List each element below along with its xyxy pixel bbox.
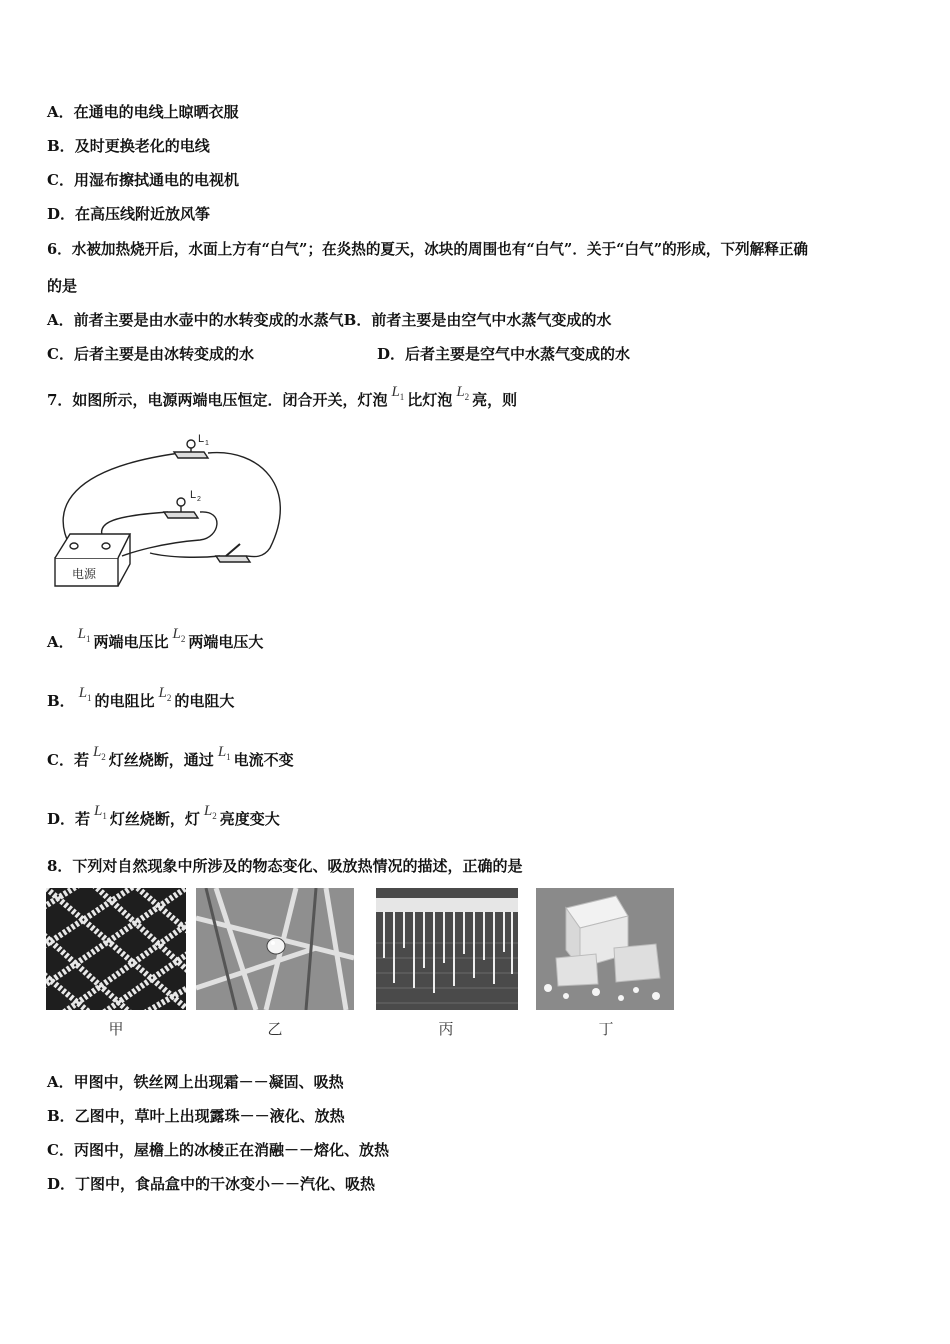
q6-option-d: D．后者主要是空气中水蒸气变成的水 — [377, 345, 631, 363]
q5-option-c: C．用湿布擦拭通电的电视机 — [47, 171, 239, 189]
symbol-l2: $L_2$ — [456, 384, 470, 402]
photo-dry-ice — [536, 888, 674, 1010]
q5-option-b: B．及时更换老化的电线 — [47, 137, 210, 155]
diagram-label-l2: L — [190, 489, 197, 501]
symbol-l1: $L_1$ — [391, 384, 405, 402]
q8-option-b: B．乙图中，草叶上出现露珠－－液化、放热 — [47, 1107, 345, 1125]
q7-option-a: A． $L_1$ 两端电压比 $L_2$ 两端电压大 — [47, 626, 264, 651]
diagram-label-l1: L — [198, 433, 205, 445]
caption-ding: 丁 — [598, 1020, 614, 1038]
q7-stem: 7．如图所示，电源两端电压恒定．闭合开关，灯泡 $L_1$ 比灯泡 $L_2$ 亮，则 — [47, 384, 518, 409]
q7-option-c: C．若 $L_2$ 灯丝烧断，通过 $L_1$ 电流不变 — [47, 744, 294, 769]
caption-bing: 丙 — [438, 1020, 454, 1038]
caption-yi: 乙 — [267, 1020, 283, 1038]
svg-text:1: 1 — [205, 440, 209, 447]
q6-option-ab — [47, 310, 611, 330]
q5-option-d: D．在高压线附近放风筝 — [47, 205, 211, 223]
q6-stem-line1: 6．水被加热烧开后，水面上方有“白气”；在炎热的夏天，冰块的周围也有“白气”．关于“白气”的形成，下列解释正确 — [47, 241, 809, 258]
power-label: 电源 — [72, 567, 97, 581]
q5-option-a: A．在通电的电线上晾晒衣服 — [47, 103, 239, 121]
photo-frost-mesh — [46, 888, 186, 1010]
q6-stem-line2: 的是 — [47, 277, 78, 295]
q6-option-a: A．前者主要是由水壶中的水转变成的水蒸气 — [47, 311, 344, 329]
photo-dew-grass — [196, 888, 354, 1010]
q8-option-c: C．丙图中，屋檐上的冰棱正在消融－－熔化、放热 — [47, 1141, 389, 1159]
q6-option-b: B．前者主要是由空气中水蒸气变成的水 — [343, 311, 612, 329]
photo-icicles — [376, 888, 518, 1010]
svg-text:2: 2 — [197, 496, 201, 503]
q7-option-d: D．若 $L_1$ 灯丝烧断，灯 $L_2$ 亮度变大 — [47, 803, 280, 828]
q8-stem: 8．下列对自然现象中所涉及的物态变化、吸放热情况的描述，正确的是 — [47, 857, 523, 875]
q7-option-b: B． $L_1$ 的电阻比 $L_2$ 的电阻大 — [47, 685, 235, 710]
caption-jia: 甲 — [108, 1020, 124, 1038]
q8-option-a: A．甲图中，铁丝网上出现霜－－凝固、吸热 — [47, 1073, 344, 1091]
q6-option-c: C．后者主要是由冰转变成的水 — [47, 345, 254, 363]
q8-option-d: D．丁图中，食品盒中的干冰变小－－汽化、吸热 — [47, 1175, 376, 1193]
circuit-diagram — [50, 428, 300, 598]
